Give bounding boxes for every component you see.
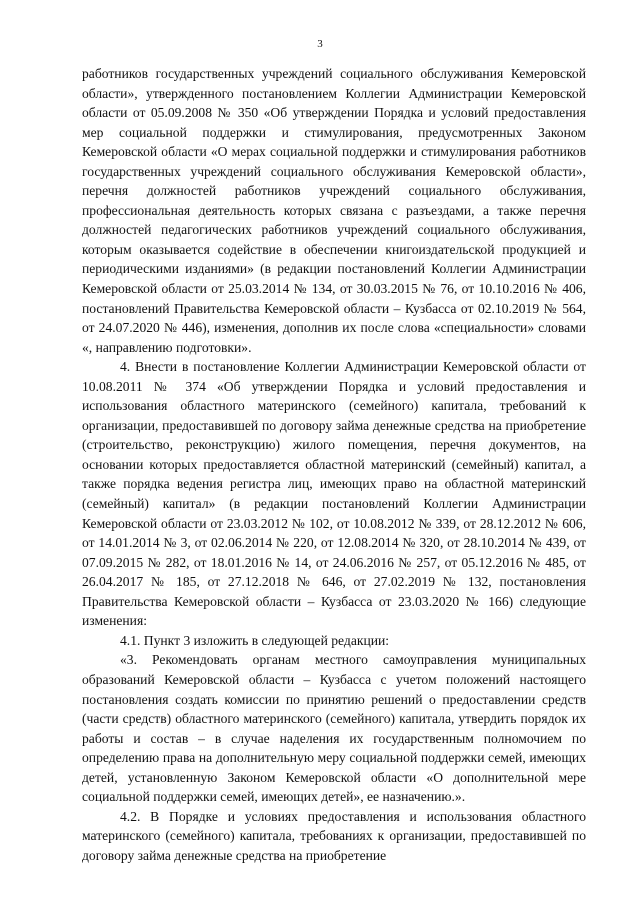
page-number: 3 <box>317 38 323 50</box>
paragraph-item-4-2: 4.2. В Порядке и условиях предоставления и использования областного материнского (семейного) капитала, требованиях к организации, предоставившей по договору займа денежные средства на приобретение <box>82 808 586 863</box>
paragraph-item-4: 4. Внести в постановление Коллегии Администрации Кемеровской области от 10.08.2011 № 374 «Об утверждении Порядка и условий предоставления и использования областного материнского (семейного) капитала, требований к организации, предоставившей по договору займа денежные средства на приобретение (строительство, реконструкцию) жилого помещения, перечня документов, на основании которых предоставляется областной материнский (семейный) капитал, а также порядка ведения регистра лиц, имеющих право на областной материнский (семейный) капитал» (в редакции постановлений Коллегии Администрации Кемеровской области от 23.03.2012 № 102, от 10.08.2012 № 339, от 28.12.2012 № 606, от 14.01.2014 № 3, от 02.06.2014 № 220, от 12.08.2014 № 320, от 28.10.2014 № 439, от 07.09.2015 № 282, от 18.01.2016 № 14, от 24.06.2016 № 257, от 05.12.2016 № 485, от 26.04.2017 № 185, от 27.12.2018 № 646, от 27.02.2019 № 132, постановления Правительства Кемеровской области – Кузбасса от 23.03.2020 № 166) следующие изменения: <box>82 359 586 629</box>
paragraph-quoted-item-3: «3. Рекомендовать органам местного самоуправления муниципальных образований Кемеровской области – Кузбасса с учетом положений настоящего постановления создать комиссии по принятию решений о предоставлении средств (части средств) областного материнского (семейного) капитала, утвердить порядок их работы и состав – в случае наделения их государственным полномочием по определению права на дополнительную меру социальной поддержки семей, имеющих детей, установленную Законом Кемеровской области «О дополнительной мере социальной поддержки семей, имеющих детей», ее назначению.». <box>82 652 586 805</box>
document-body <box>82 64 586 865</box>
paragraph-continuation: работников государственных учреждений социального обслуживания Кемеровской области», утвержденного постановлением Коллегии Администрации Кемеровской области от 05.09.2008 № 350 «Об утверждении Порядка и условий предоставления мер социальной поддержки и стимулирования, предусмотренных Законом Кемеровской области «О мерах социальной поддержки и стимулирования работников государственных учреждений социального обслуживания Кемеровской области», перечня должностей работников учреждений социального обслуживания, профессиональная деятельность которых связана с разъездами, а также перечня должностей педагогических работников учреждений социального обслуживания, которым оказывается содействие в обеспечении книгоиздательской продукцией и периодическими изданиями» (в редакции постановлений Коллегии Администрации Кемеровской области от 25.03.2014 № 134, от 30.03.2015 № 76, от 10.10.2016 № 406, постановлений Правительства Кемеровской области – Кузбасса от 02.10.2019 № 564, от 24.07.2020 № 446), изменения, дополнив их после слова «специальности» словами «, направлению подготовки». <box>82 66 586 355</box>
paragraph-item-4-1: 4.1. Пункт 3 изложить в следующей редакции: <box>120 632 390 648</box>
